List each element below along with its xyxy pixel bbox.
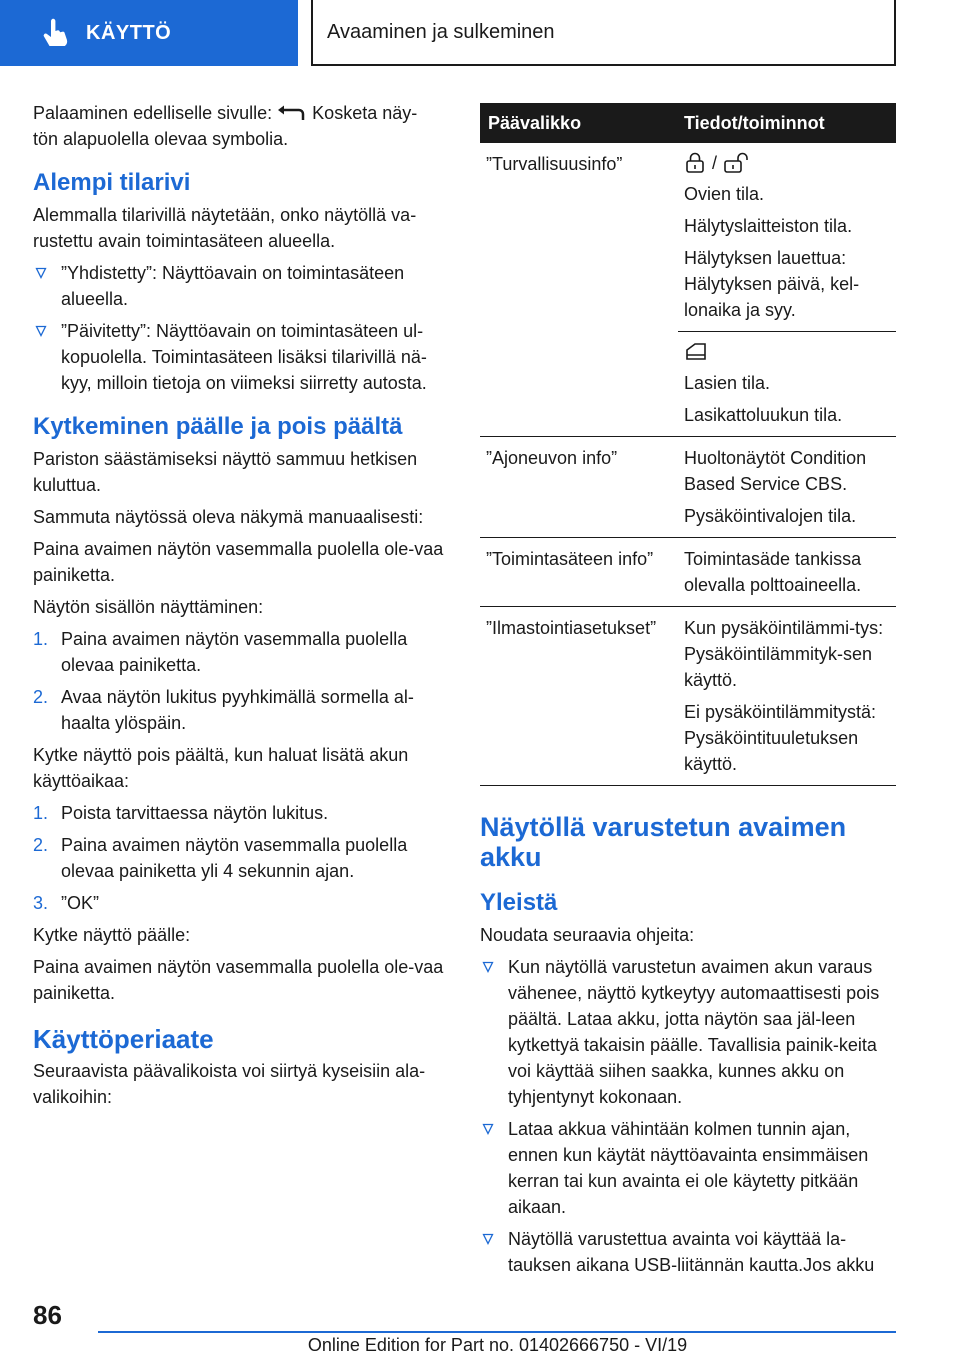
info-cell (678, 143, 896, 332)
list-item: 1. Paina avaimen näytön vasemmalla puolella olevaa painiketta. (33, 629, 408, 675)
list-item: 3. ”OK” (33, 893, 99, 913)
section-header (311, 0, 896, 66)
info-line: Lasikattoluukun tila. (684, 405, 843, 425)
info-line: Lasien tila. (684, 373, 771, 393)
triangle-bullet-icon (35, 267, 47, 279)
list-item: Kun näytöllä varustetun avaimen akun varaus vähenee, näyttö kytkeytyy automaattisesti pois päältä. Lataa akku, jotta näytön saa jäl‐leen kytkettyä takaisin päälle. Tavallisia painik‐keita voi käyttää siihen saakka, kunnes akku on tyhjentynyt kokonaan. (480, 954, 896, 1110)
edition-note: Online Edition for Part no. 01402666750 - VI/19 (307, 1335, 688, 1355)
triangle-bullet-icon (482, 1123, 494, 1135)
paragraph: Kytke näyttö pois päältä, kun haluat lisätä akun käyttöaikaa: (33, 745, 409, 791)
list-item: ”Yhdistetty”: Näyttöavain on toimintasäteen alueella. (33, 260, 448, 312)
chapter-tab-label: KÄYTTÖ (86, 21, 172, 44)
list-item: 2. Avaa näytön lukitus pyyhkimällä sormella al‐haalta ylöspäin. (33, 687, 414, 733)
triangle-bullet-icon (482, 961, 494, 973)
steps-switch-off (33, 800, 448, 916)
info-cell (678, 437, 896, 538)
info-cell (678, 538, 896, 607)
list-item: ”Päivitetty”: Näyttöavain on toimintasäteen ul‐kopuolella. Toimintasäteen lisäksi tilarivillä nä‐kyy, milloin tietoja on viimeksi siirretty autosta. (33, 318, 448, 396)
table-row (480, 538, 896, 607)
steps-show-content (33, 626, 448, 736)
battery-heading: Näytöllä varustetun avaimen akku (480, 812, 847, 872)
list-item: Näytöllä varustettua avainta voi käyttää la‐tauksen aikana USB-liitännän kautta.Jos akku (480, 1226, 896, 1278)
battery-list (480, 954, 896, 1278)
paragraph: Pariston säästämiseksi näyttö sammuu hetkisen kuluttua. (33, 449, 418, 495)
lock-icons (684, 151, 890, 175)
info-line: Ovien tila. (684, 184, 765, 204)
page-number: 86 (33, 1300, 62, 1330)
triangle-bullet-icon (35, 325, 47, 337)
window-icon-row (684, 340, 890, 364)
slash-separator: / (712, 153, 718, 173)
hand-pointer-icon (40, 18, 70, 48)
info-line: Ei pysäköintilämmitystä: Pysäköintituuletuksen käyttö. (684, 702, 877, 774)
lower-status-text: Alemmalla tilarivillä näytetään, onko näytöllä va‐rustettu avain toimintasäteen alueella. (33, 205, 417, 251)
menu-cell: ”Turvallisuusinfo” (480, 143, 678, 437)
info-line: Hälytyksen lauettua: Hälytyksen päivä, kel‐lonaika ja syy. (684, 248, 860, 320)
column-header-info: Tiedot/toiminnot (678, 103, 896, 143)
paragraph: Paina avaimen näytön vasemmalla puolella ole‐vaa painiketta. (33, 539, 444, 585)
column-header-menu: Päävalikko (480, 103, 678, 143)
paragraph: Sammuta näytössä oleva näkymä manuaalisesti: (33, 507, 424, 527)
menu-cell: ”Toimintasäteen info” (480, 538, 678, 607)
menu-cell: ”Ilmastointiasetukset” (480, 607, 678, 786)
lower-status-list (33, 260, 448, 396)
paragraph: Kytke näyttö päälle: (33, 925, 191, 945)
back-arrow-icon (277, 104, 307, 122)
footer-divider (98, 1331, 896, 1333)
right-column (480, 103, 896, 1284)
table-row (480, 143, 896, 332)
info-cell (678, 607, 896, 786)
list-item: 1. Poista tarvittaessa näytön lukitus. (33, 803, 329, 823)
locked-icon (684, 152, 706, 174)
principle-text: Seuraavista päävalikoista voi siirtyä kyseisiin ala‐valikoihin: (33, 1061, 426, 1107)
info-line: Hälytyslaitteiston tila. (684, 216, 853, 236)
info-line: Toimintasäde tankissa olevalla polttoaineella. (684, 549, 862, 595)
lower-status-heading: Alempi tilarivi (33, 169, 191, 196)
unlocked-icon (723, 152, 751, 174)
list-item: Lataa akkua vähintään kolmen tunnin ajan, ennen kun käytät näyttöavainta ensimmäisen kerran tai kun avainta ei ole käytetty pitkään aikaan. (480, 1116, 896, 1220)
table-row (480, 607, 896, 786)
chapter-tab[interactable] (0, 0, 298, 66)
menu-table (480, 103, 896, 786)
general-heading: Yleistä (480, 889, 558, 916)
car-window-icon (684, 341, 708, 363)
info-line: Kun pysäköintilämmi‐tys: Pysäköintilämmityk‐sen käyttö. (684, 618, 884, 690)
paragraph: Paina avaimen näytön vasemmalla puolella ole‐vaa painiketta. (33, 957, 444, 1003)
left-column (33, 100, 448, 1116)
table-row (480, 437, 896, 538)
on-off-heading: Kytkeminen päälle ja pois päältä (33, 413, 403, 440)
battery-intro: Noudata seuraavia ohjeita: (480, 925, 695, 945)
table-header-row (480, 103, 896, 143)
info-cell (678, 332, 896, 437)
menu-cell: ”Ajoneuvon info” (480, 437, 678, 538)
triangle-bullet-icon (482, 1233, 494, 1245)
paragraph: Näytön sisällön näyttäminen: (33, 597, 264, 617)
list-item: 2. Paina avaimen näytön vasemmalla puolella olevaa painiketta yli 4 sekunnin ajan. (33, 835, 408, 881)
return-instruction: Palaaminen edelliselle sivulle: Kosketa näy‐ tön alapuolella olevaa symbolia. (33, 103, 418, 149)
section-title: Avaaminen ja sulkeminen (327, 20, 555, 43)
info-line: Huoltonäytöt Condition Based Service CBS. (684, 448, 867, 494)
info-line: Pysäköintivalojen tila. (684, 506, 857, 526)
principle-heading: Käyttöperiaate (33, 1024, 214, 1054)
